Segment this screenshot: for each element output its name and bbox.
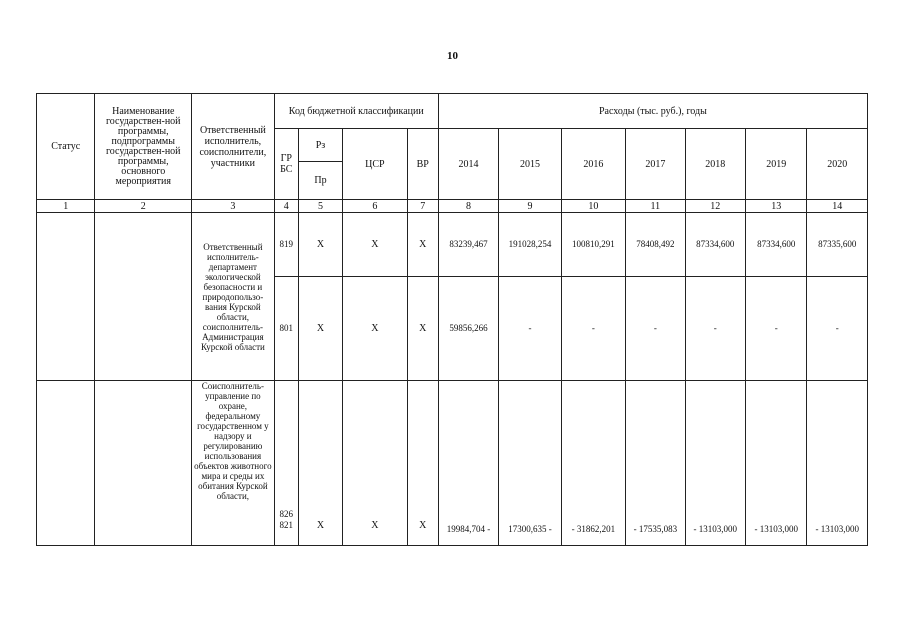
expense-value: - 31862,201: [561, 381, 625, 546]
expense-value: -: [561, 277, 625, 381]
csr-cell: X: [343, 277, 407, 381]
column-number: 1: [37, 200, 95, 213]
expense-value: - 17535,083: [626, 381, 685, 546]
header-vr: ВР: [407, 129, 438, 200]
expense-value: - 13103,000: [807, 381, 868, 546]
expense-value: 87334,600: [746, 213, 807, 277]
page-number: 10: [447, 50, 458, 62]
budget-table: [36, 93, 868, 546]
rz-cell: X: [298, 277, 342, 381]
header-expenses: Расходы (тыс. руб.), годы: [438, 94, 867, 129]
csr-cell: X: [343, 213, 407, 277]
header-year: 2014: [438, 129, 498, 200]
column-number: 8: [438, 200, 498, 213]
expense-value: 191028,254: [499, 213, 561, 277]
column-number: 10: [561, 200, 625, 213]
program-name-cell: [95, 213, 192, 381]
grbs-cell: 826 821: [274, 381, 298, 546]
column-number: 2: [95, 200, 192, 213]
header-grbs: ГР БС: [274, 129, 298, 200]
column-number: 11: [626, 200, 685, 213]
vr-cell: X: [407, 277, 438, 381]
grbs-cell: 819: [274, 213, 298, 277]
header-csr: ЦСР: [343, 129, 407, 200]
expense-value: - 13103,000: [746, 381, 807, 546]
column-number: 3: [192, 200, 275, 213]
expense-value: 78408,492: [626, 213, 685, 277]
expense-value: 87334,600: [685, 213, 745, 277]
expense-value: 87335,600: [807, 213, 868, 277]
vr-cell: X: [407, 213, 438, 277]
header-executor: Ответственный исполнитель, соисполнители, участники: [192, 94, 275, 200]
rz-cell: X: [298, 381, 342, 546]
program-name-cell: [95, 381, 192, 546]
header-rz: Рз: [298, 129, 342, 162]
expense-value: -: [626, 277, 685, 381]
expense-value: 83239,467: [438, 213, 498, 277]
expense-value: -: [807, 277, 868, 381]
header-year: 2017: [626, 129, 685, 200]
vr-cell: X: [407, 381, 438, 546]
column-number: 5: [298, 200, 342, 213]
header-pr: Пр: [298, 162, 342, 200]
column-number: 12: [685, 200, 745, 213]
status-cell: [37, 381, 95, 546]
column-number: 13: [746, 200, 807, 213]
expense-value: 59856,266: [438, 277, 498, 381]
executor-cell: Соисполнитель-управление по охране, федеральному государственном у надзору и регулированию использования объектов животного мира и среды их обитания Курской области,: [192, 381, 275, 546]
rz-cell: X: [298, 213, 342, 277]
expense-value: 17300,635 -: [499, 381, 561, 546]
column-number: 4: [274, 200, 298, 213]
column-number: 7: [407, 200, 438, 213]
status-cell: [37, 213, 95, 381]
expense-value: - 13103,000: [685, 381, 745, 546]
header-year: 2020: [807, 129, 868, 200]
header-year: 2018: [685, 129, 745, 200]
header-year: 2016: [561, 129, 625, 200]
expense-value: -: [685, 277, 745, 381]
expense-value: 100810,291: [561, 213, 625, 277]
executor-cell: Ответственный исполнитель-департамент экологической безопасности и природопользо-вания Курской области, соисполнитель-Администрация Курской области: [192, 213, 275, 381]
expense-value: -: [499, 277, 561, 381]
expense-value: -: [746, 277, 807, 381]
expense-value: 19984,704 -: [438, 381, 498, 546]
grbs-cell: 801: [274, 277, 298, 381]
column-number: 14: [807, 200, 868, 213]
csr-cell: X: [343, 381, 407, 546]
header-status: Статус: [37, 94, 95, 200]
header-program-name: Наименование государствен-ной программы, подпрограммы государствен-ной программы, основного мероприятия: [95, 94, 192, 200]
header-budget-code: Код бюджетной классификации: [274, 94, 438, 129]
header-year: 2015: [499, 129, 561, 200]
header-year: 2019: [746, 129, 807, 200]
column-number: 6: [343, 200, 407, 213]
column-number: 9: [499, 200, 561, 213]
